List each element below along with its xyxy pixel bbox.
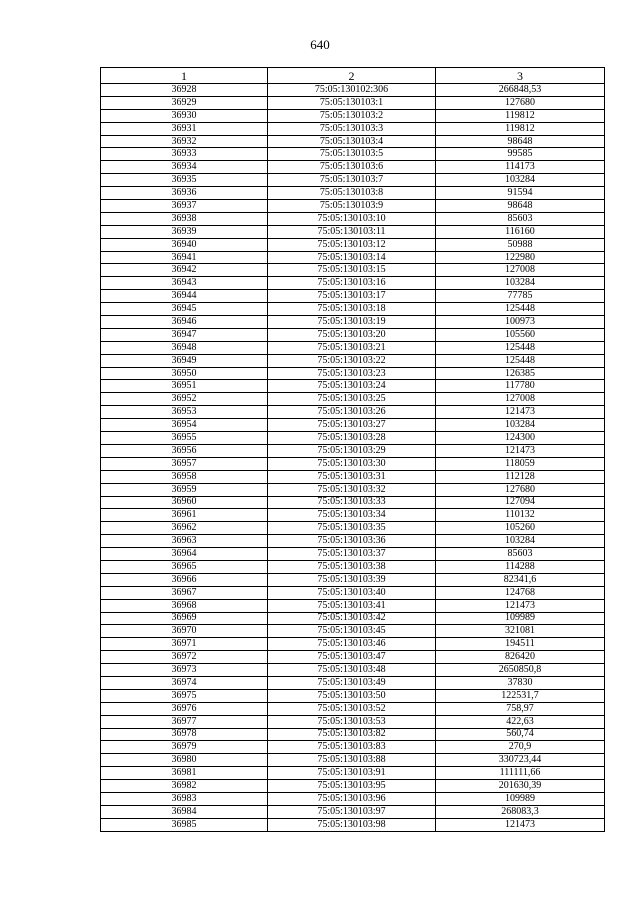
cadastral-number-cell: 75:05:130103:52 [268, 702, 436, 715]
cadastral-number-cell: 75:05:130103:45 [268, 625, 436, 638]
value-cell: 37830 [436, 676, 605, 689]
row-number-cell: 36929 [101, 96, 268, 109]
value-cell: 99585 [436, 148, 605, 161]
value-cell: 82341,6 [436, 573, 605, 586]
row-number-cell: 36975 [101, 689, 268, 702]
row-number-cell: 36944 [101, 290, 268, 303]
value-cell: 330723,44 [436, 754, 605, 767]
row-number-cell: 36968 [101, 599, 268, 612]
table-row [101, 470, 605, 483]
page-number: 640 [310, 37, 330, 52]
table-row [101, 805, 605, 818]
row-number-cell: 36978 [101, 728, 268, 741]
cadastral-number-cell: 75:05:130103:1 [268, 96, 436, 109]
value-cell: 194511 [436, 638, 605, 651]
table-row [101, 586, 605, 599]
cadastral-number-cell: 75:05:130103:2 [268, 109, 436, 122]
row-number-cell: 36973 [101, 664, 268, 677]
cadastral-number-cell: 75:05:130103:25 [268, 393, 436, 406]
row-number-cell: 36976 [101, 702, 268, 715]
cadastral-number-cell: 75:05:130103:33 [268, 496, 436, 509]
row-number-cell: 36979 [101, 741, 268, 754]
row-number-cell: 36967 [101, 586, 268, 599]
row-number-cell: 36964 [101, 548, 268, 561]
value-cell: 121473 [436, 444, 605, 457]
cadastral-number-cell: 75:05:130103:9 [268, 200, 436, 213]
table-row [101, 457, 605, 470]
row-number-cell: 36940 [101, 238, 268, 251]
row-number-cell: 36970 [101, 625, 268, 638]
cadastral-number-cell: 75:05:130103:35 [268, 522, 436, 535]
table-body [101, 84, 605, 832]
cadastral-number-cell: 75:05:130103:5 [268, 148, 436, 161]
cadastral-number-cell: 75:05:130103:23 [268, 367, 436, 380]
table-row [101, 599, 605, 612]
row-number-cell: 36958 [101, 470, 268, 483]
value-cell: 122980 [436, 251, 605, 264]
value-cell: 103284 [436, 174, 605, 187]
table-row [101, 767, 605, 780]
value-cell: 201630,39 [436, 780, 605, 793]
table-row [101, 225, 605, 238]
row-number-cell: 36933 [101, 148, 268, 161]
cadastral-number-cell: 75:05:130103:28 [268, 432, 436, 445]
cadastral-number-cell: 75:05:130103:97 [268, 805, 436, 818]
cadastral-number-cell: 75:05:130103:26 [268, 406, 436, 419]
value-cell: 119812 [436, 109, 605, 122]
cadastral-number-cell: 75:05:130103:27 [268, 419, 436, 432]
table-row [101, 702, 605, 715]
table-row [101, 212, 605, 225]
table-row [101, 135, 605, 148]
cadastral-number-cell: 75:05:130103:47 [268, 651, 436, 664]
value-cell: 268083,3 [436, 805, 605, 818]
row-number-cell: 36951 [101, 380, 268, 393]
value-cell: 105260 [436, 522, 605, 535]
cadastral-number-cell: 75:05:130103:49 [268, 676, 436, 689]
value-cell: 127008 [436, 393, 605, 406]
row-number-cell: 36959 [101, 483, 268, 496]
table-row [101, 393, 605, 406]
cadastral-number-cell: 75:05:130103:22 [268, 354, 436, 367]
cadastral-number-cell: 75:05:130103:53 [268, 715, 436, 728]
cadastral-number-cell: 75:05:130103:12 [268, 238, 436, 251]
value-cell: 50988 [436, 238, 605, 251]
row-number-cell: 36932 [101, 135, 268, 148]
value-cell: 122531,7 [436, 689, 605, 702]
row-number-cell: 36945 [101, 303, 268, 316]
row-number-cell: 36977 [101, 715, 268, 728]
cadastral-number-cell: 75:05:130103:46 [268, 638, 436, 651]
row-number-cell: 36943 [101, 277, 268, 290]
value-cell: 125448 [436, 354, 605, 367]
table-row [101, 522, 605, 535]
table-row [101, 676, 605, 689]
value-cell: 758,97 [436, 702, 605, 715]
row-number-cell: 36974 [101, 676, 268, 689]
cadastral-number-cell: 75:05:130103:39 [268, 573, 436, 586]
value-cell: 110132 [436, 509, 605, 522]
value-cell: 111111,66 [436, 767, 605, 780]
value-cell: 121473 [436, 599, 605, 612]
cadastral-number-cell: 75:05:130102:306 [268, 84, 436, 97]
table-row [101, 109, 605, 122]
cadastral-number-cell: 75:05:130103:11 [268, 225, 436, 238]
row-number-cell: 36939 [101, 225, 268, 238]
row-number-cell: 36946 [101, 316, 268, 329]
value-cell: 91594 [436, 187, 605, 200]
cadastral-number-cell: 75:05:130103:14 [268, 251, 436, 264]
cadastral-number-cell: 75:05:130103:10 [268, 212, 436, 225]
table-row [101, 432, 605, 445]
value-cell: 114288 [436, 560, 605, 573]
registry-table [100, 67, 605, 832]
row-number-cell: 36941 [101, 251, 268, 264]
value-cell: 125448 [436, 303, 605, 316]
value-cell: 422,63 [436, 715, 605, 728]
row-number-cell: 36981 [101, 767, 268, 780]
table-row [101, 341, 605, 354]
value-cell: 127680 [436, 96, 605, 109]
cadastral-number-cell: 75:05:130103:17 [268, 290, 436, 303]
table-row [101, 380, 605, 393]
row-number-cell: 36937 [101, 200, 268, 213]
row-number-cell: 36982 [101, 780, 268, 793]
row-number-cell: 36969 [101, 612, 268, 625]
table-row [101, 367, 605, 380]
row-number-cell: 36960 [101, 496, 268, 509]
table-row [101, 290, 605, 303]
table-row [101, 200, 605, 213]
row-number-cell: 36947 [101, 328, 268, 341]
table-row [101, 792, 605, 805]
value-cell: 125448 [436, 341, 605, 354]
table-row [101, 612, 605, 625]
table-row [101, 303, 605, 316]
cadastral-number-cell: 75:05:130103:29 [268, 444, 436, 457]
value-cell: 826420 [436, 651, 605, 664]
value-cell: 109989 [436, 792, 605, 805]
table-row [101, 638, 605, 651]
table-row [101, 818, 605, 831]
cadastral-number-cell: 75:05:130103:7 [268, 174, 436, 187]
table-row [101, 148, 605, 161]
column-header-1: 1 [101, 68, 268, 84]
cadastral-number-cell: 75:05:130103:24 [268, 380, 436, 393]
value-cell: 126385 [436, 367, 605, 380]
value-cell: 116160 [436, 225, 605, 238]
table-row [101, 780, 605, 793]
table-row [101, 419, 605, 432]
table-row [101, 84, 605, 97]
row-number-cell: 36954 [101, 419, 268, 432]
table-row [101, 96, 605, 109]
table-row [101, 444, 605, 457]
cadastral-number-cell: 75:05:130103:20 [268, 328, 436, 341]
value-cell: 560,74 [436, 728, 605, 741]
value-cell: 103284 [436, 277, 605, 290]
table-row [101, 277, 605, 290]
table-row [101, 664, 605, 677]
value-cell: 117780 [436, 380, 605, 393]
value-cell: 121473 [436, 818, 605, 831]
row-number-cell: 36962 [101, 522, 268, 535]
row-number-cell: 36957 [101, 457, 268, 470]
cadastral-number-cell: 75:05:130103:98 [268, 818, 436, 831]
column-header-3: 3 [436, 68, 605, 84]
cadastral-number-cell: 75:05:130103:83 [268, 741, 436, 754]
cadastral-number-cell: 75:05:130103:41 [268, 599, 436, 612]
row-number-cell: 36949 [101, 354, 268, 367]
value-cell: 103284 [436, 535, 605, 548]
cadastral-number-cell: 75:05:130103:34 [268, 509, 436, 522]
row-number-cell: 36965 [101, 560, 268, 573]
cadastral-number-cell: 75:05:130103:32 [268, 483, 436, 496]
table-row [101, 509, 605, 522]
cadastral-number-cell: 75:05:130103:48 [268, 664, 436, 677]
table-row [101, 264, 605, 277]
cadastral-number-cell: 75:05:130103:31 [268, 470, 436, 483]
value-cell: 98648 [436, 135, 605, 148]
value-cell: 103284 [436, 419, 605, 432]
column-header-2: 2 [268, 68, 436, 84]
cadastral-number-cell: 75:05:130103:30 [268, 457, 436, 470]
table-row [101, 548, 605, 561]
table-row [101, 354, 605, 367]
value-cell: 127008 [436, 264, 605, 277]
table-row [101, 573, 605, 586]
table-row [101, 122, 605, 135]
table-row [101, 754, 605, 767]
cadastral-number-cell: 75:05:130103:95 [268, 780, 436, 793]
row-number-cell: 36942 [101, 264, 268, 277]
cadastral-number-cell: 75:05:130103:8 [268, 187, 436, 200]
row-number-cell: 36971 [101, 638, 268, 651]
row-number-cell: 36938 [101, 212, 268, 225]
row-number-cell: 36931 [101, 122, 268, 135]
value-cell: 114173 [436, 161, 605, 174]
cadastral-number-cell: 75:05:130103:6 [268, 161, 436, 174]
table-row [101, 560, 605, 573]
value-cell: 112128 [436, 470, 605, 483]
row-number-cell: 36936 [101, 187, 268, 200]
row-number-cell: 36972 [101, 651, 268, 664]
value-cell: 85603 [436, 548, 605, 561]
value-cell: 85603 [436, 212, 605, 225]
row-number-cell: 36985 [101, 818, 268, 831]
table-row [101, 689, 605, 702]
value-cell: 2650850,8 [436, 664, 605, 677]
value-cell: 127094 [436, 496, 605, 509]
value-cell: 100973 [436, 316, 605, 329]
row-number-cell: 36928 [101, 84, 268, 97]
cadastral-number-cell: 75:05:130103:4 [268, 135, 436, 148]
cadastral-number-cell: 75:05:130103:16 [268, 277, 436, 290]
table-row [101, 715, 605, 728]
row-number-cell: 36984 [101, 805, 268, 818]
table-row [101, 535, 605, 548]
value-cell: 77785 [436, 290, 605, 303]
table-row [101, 161, 605, 174]
row-number-cell: 36930 [101, 109, 268, 122]
value-cell: 124300 [436, 432, 605, 445]
table-row [101, 483, 605, 496]
table-row [101, 238, 605, 251]
table-row [101, 187, 605, 200]
row-number-cell: 36950 [101, 367, 268, 380]
row-number-cell: 36956 [101, 444, 268, 457]
value-cell: 98648 [436, 200, 605, 213]
cadastral-number-cell: 75:05:130103:42 [268, 612, 436, 625]
row-number-cell: 36961 [101, 509, 268, 522]
row-number-cell: 36934 [101, 161, 268, 174]
value-cell: 124768 [436, 586, 605, 599]
value-cell: 109989 [436, 612, 605, 625]
header-row [101, 68, 605, 84]
table-row [101, 251, 605, 264]
value-cell: 127680 [436, 483, 605, 496]
value-cell: 121473 [436, 406, 605, 419]
cadastral-number-cell: 75:05:130103:21 [268, 341, 436, 354]
row-number-cell: 36952 [101, 393, 268, 406]
row-number-cell: 36955 [101, 432, 268, 445]
cadastral-number-cell: 75:05:130103:50 [268, 689, 436, 702]
row-number-cell: 36963 [101, 535, 268, 548]
row-number-cell: 36935 [101, 174, 268, 187]
value-cell: 270,9 [436, 741, 605, 754]
table-row [101, 316, 605, 329]
table-row [101, 651, 605, 664]
cadastral-number-cell: 75:05:130103:88 [268, 754, 436, 767]
row-number-cell: 36980 [101, 754, 268, 767]
cadastral-number-cell: 75:05:130103:36 [268, 535, 436, 548]
table-row [101, 406, 605, 419]
row-number-cell: 36966 [101, 573, 268, 586]
table-row [101, 174, 605, 187]
cadastral-number-cell: 75:05:130103:18 [268, 303, 436, 316]
row-number-cell: 36983 [101, 792, 268, 805]
value-cell: 321081 [436, 625, 605, 638]
cadastral-number-cell: 75:05:130103:96 [268, 792, 436, 805]
value-cell: 105560 [436, 328, 605, 341]
table-row [101, 496, 605, 509]
table-row [101, 728, 605, 741]
cadastral-number-cell: 75:05:130103:15 [268, 264, 436, 277]
value-cell: 266848,53 [436, 84, 605, 97]
cadastral-number-cell: 75:05:130103:82 [268, 728, 436, 741]
cadastral-number-cell: 75:05:130103:19 [268, 316, 436, 329]
row-number-cell: 36953 [101, 406, 268, 419]
cadastral-number-cell: 75:05:130103:3 [268, 122, 436, 135]
cadastral-number-cell: 75:05:130103:40 [268, 586, 436, 599]
cadastral-number-cell: 75:05:130103:91 [268, 767, 436, 780]
cadastral-number-cell: 75:05:130103:37 [268, 548, 436, 561]
value-cell: 119812 [436, 122, 605, 135]
table-row [101, 625, 605, 638]
table-row [101, 328, 605, 341]
table-row [101, 741, 605, 754]
row-number-cell: 36948 [101, 341, 268, 354]
value-cell: 118059 [436, 457, 605, 470]
cadastral-number-cell: 75:05:130103:38 [268, 560, 436, 573]
